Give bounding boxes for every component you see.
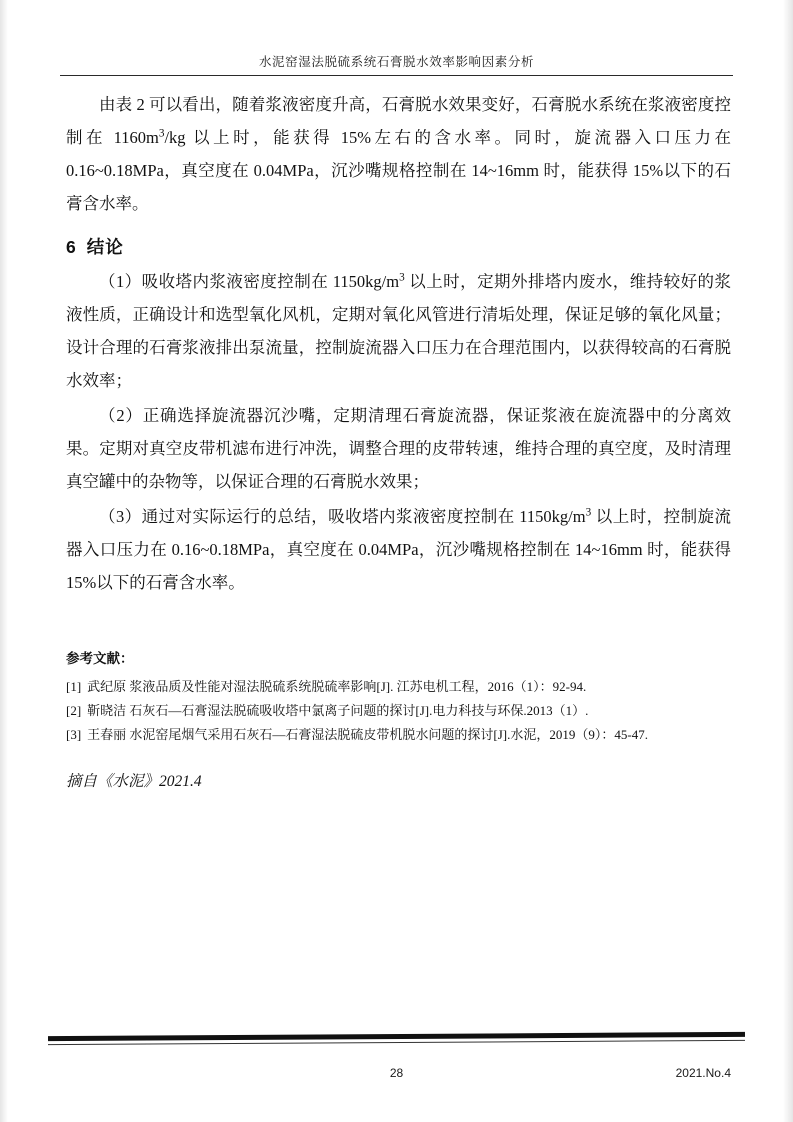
source-line: 摘自《水泥》2021.4 [66, 773, 202, 790]
running-header: 水泥窑湿法脱硫系统石膏脱水效率影响因素分析 [258, 55, 535, 69]
references-heading: 参考文献： [66, 651, 134, 666]
page-number: 28 [389, 1066, 404, 1080]
page-footer [62, 1066, 731, 1084]
reference-item [66, 699, 731, 723]
conclusion-item-3: （3）通过对实际运行的总结，吸收塔内浆液密度控制在 $1150kg/m^3$ 以上时，控制旋流器入口压力在 0.16~0.18MPa，真空度在 0.04MPa，沉沙嘴规格控制在 14~16mm 时，能获得 15%以下的石膏含水率。 [66, 506, 731, 592]
section-title: 结论 [86, 237, 124, 257]
issue-label: 2021.No.4 [675, 1066, 731, 1080]
reference-index: [3] [66, 727, 82, 742]
intro-paragraph: 由表 2 可以看出，随着浆液密度升高，石膏脱水效果变好，石膏脱水系统在浆液密度控制在 $1160m^3/kg$ 以上时，能获得 15%左右的含水率。同时，旋流器入口压力在 0.16~0.18MPa，真空度在 0.04MPa，沉沙嘴规格控制在 14~16mm 时，能获得 15%以下的石膏含水率。 [66, 95, 731, 213]
header-divider [60, 75, 733, 76]
section-number: 6 [66, 237, 77, 257]
conclusion-item-2: （2）正确选择旋流器沉沙嘴，定期清理石膏旋流器，保证浆液在旋流器中的分离效果。定期对真空皮带机滤布进行冲洗，调整合理的皮带转速，维持合理的真空度，及时清理真空罐中的杂物等，以保证合理的石膏脱水效果； [66, 406, 731, 491]
reference-index: [1] [66, 679, 82, 694]
page-content [66, 88, 731, 791]
reference-text: 王春丽 水泥窑尾烟气采用石灰石—石膏湿法脱硫皮带机脱水问题的探讨[J].水泥，2019（9）：45-47. [87, 727, 648, 742]
reference-text: 靳晓洁 石灰石—石膏湿法脱硫吸收塔中氯离子问题的探讨[J].电力科技与环保.2013（1）. [87, 703, 589, 718]
reference-text: 武纪原 浆液品质及性能对湿法脱硫系统脱硫率影响[J]. 江苏电机工程，2016（1）：92-94. [87, 679, 587, 694]
conclusion-item-1: （1）吸收塔内浆液密度控制在 $1150kg/m^3$ 以上时，定期外排塔内废水，维持较好的浆液性质，正确设计和选型氧化风机，定期对氧化风管进行清垢处理，保证足够的氧化风量；设计合理的石膏浆液排出泵流量，控制旋流器入口压力在合理范围内，以获得较高的石膏脱水效率； [66, 271, 732, 390]
reference-item [66, 723, 731, 747]
reference-item [66, 675, 731, 699]
footer-divider [0, 1030, 793, 1044]
reference-index: [2] [66, 703, 82, 718]
footer-rule-thin [48, 1040, 745, 1045]
section-heading-conclusion [66, 234, 731, 259]
